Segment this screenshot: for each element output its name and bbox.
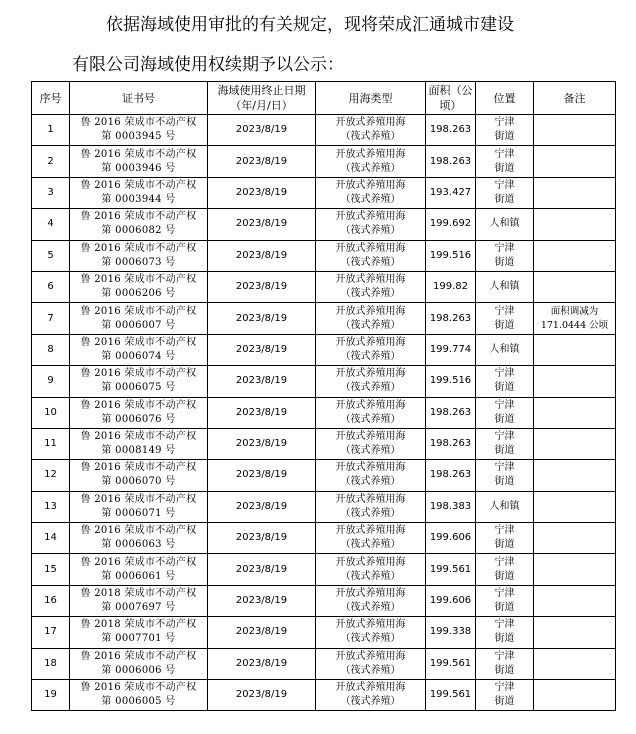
cell-location — [476, 460, 534, 491]
cell-type — [316, 648, 426, 679]
cell-date: 2023/8/19 — [208, 617, 316, 648]
cell-type — [316, 366, 426, 397]
cert-line-1: 鲁 2016 荣成市不动产权 — [80, 650, 197, 662]
cert-line-2: 第 0003944 号 — [101, 193, 176, 205]
type-line-2: （筏式养殖） — [340, 131, 401, 143]
cell-note — [534, 240, 616, 271]
cell-type — [316, 240, 426, 271]
cert-line-1: 鲁 2016 荣成市不动产权 — [80, 179, 197, 191]
cell-area: 199.561 — [426, 648, 476, 679]
cell-date: 2023/8/19 — [208, 240, 316, 271]
cell-cert — [70, 491, 208, 522]
intro-line-1: 依据海域使用审批的有关规定，现将荣成汇通城市建设 — [106, 15, 514, 35]
header-cert: 证书号 — [70, 82, 208, 115]
location-line-2: 街道 — [494, 162, 515, 174]
table-row — [32, 460, 616, 491]
location-line-2: 街道 — [494, 539, 515, 551]
location-line-2: 街道 — [494, 696, 515, 708]
type-line-1: 开放式养殖用海 — [335, 274, 406, 286]
cell-seq: 18 — [32, 648, 70, 679]
type-line-2: （筏式养殖） — [340, 413, 401, 425]
cell-cert — [70, 585, 208, 616]
cell-area: 199.606 — [426, 523, 476, 554]
cert-line-1: 鲁 2016 荣成市不动产权 — [80, 211, 197, 223]
cell-date: 2023/8/19 — [208, 146, 316, 177]
location-line-1: 宁津 — [494, 179, 515, 191]
cell-seq: 6 — [32, 271, 70, 302]
cell-area: 199.606 — [426, 585, 476, 616]
type-line-2: （筏式养殖） — [340, 633, 401, 645]
cell-seq: 13 — [32, 491, 70, 522]
cell-seq: 2 — [32, 146, 70, 177]
cell-location — [476, 491, 534, 522]
location-line-1: 人和镇 — [489, 218, 520, 230]
cell-location — [476, 177, 534, 208]
cell-date: 2023/8/19 — [208, 428, 316, 459]
cert-line-2: 第 0006071 号 — [101, 507, 176, 519]
cell-cert — [70, 209, 208, 240]
cert-line-1: 鲁 2016 荣成市不动产权 — [80, 274, 197, 286]
cell-seq: 10 — [32, 397, 70, 428]
cert-line-2: 第 0006063 号 — [101, 539, 176, 551]
cert-line-1: 鲁 2016 荣成市不动产权 — [80, 462, 197, 474]
cert-line-2: 第 0006006 号 — [101, 664, 176, 676]
table-row — [32, 428, 616, 459]
cell-area: 198.263 — [426, 303, 476, 334]
location-line-2: 街道 — [494, 256, 515, 268]
type-line-1: 开放式养殖用海 — [335, 336, 406, 348]
cell-area: 198.263 — [426, 146, 476, 177]
type-line-1: 开放式养殖用海 — [335, 399, 406, 411]
cert-line-2: 第 0006007 号 — [101, 319, 176, 331]
cell-date: 2023/8/19 — [208, 177, 316, 208]
cell-location — [476, 240, 534, 271]
type-line-1: 开放式养殖用海 — [335, 305, 406, 317]
type-line-2: （筏式养殖） — [340, 539, 401, 551]
cell-note — [534, 428, 616, 459]
table-row — [32, 240, 616, 271]
cell-area: 199.516 — [426, 240, 476, 271]
location-line-2: 街道 — [494, 382, 515, 394]
cell-seq: 4 — [32, 209, 70, 240]
cell-type — [316, 523, 426, 554]
cert-line-2: 第 0006076 号 — [101, 413, 176, 425]
table-row — [32, 617, 616, 648]
location-line-1: 人和镇 — [489, 500, 520, 512]
type-line-2: （筏式养殖） — [340, 193, 401, 205]
type-line-1: 开放式养殖用海 — [335, 682, 406, 694]
cell-area: 199.774 — [426, 334, 476, 365]
cell-note — [534, 271, 616, 302]
cell-area: 193.427 — [426, 177, 476, 208]
cell-date: 2023/8/19 — [208, 397, 316, 428]
location-line-1: 宁津 — [494, 148, 515, 160]
cell-area: 198.263 — [426, 397, 476, 428]
cell-cert — [70, 240, 208, 271]
location-line-1: 宁津 — [494, 462, 515, 474]
cell-type — [316, 177, 426, 208]
cell-location — [476, 428, 534, 459]
location-line-1: 宁津 — [494, 431, 515, 443]
cell-note — [534, 146, 616, 177]
cert-line-1: 鲁 2016 荣成市不动产权 — [80, 148, 197, 160]
type-line-1: 开放式养殖用海 — [335, 556, 406, 568]
cell-note — [534, 554, 616, 585]
table-row — [32, 366, 616, 397]
cell-date: 2023/8/19 — [208, 115, 316, 146]
cell-location — [476, 554, 534, 585]
cell-note — [534, 648, 616, 679]
cert-line-1: 鲁 2016 荣成市不动产权 — [80, 242, 197, 254]
cell-area: 199.82 — [426, 271, 476, 302]
cell-location — [476, 680, 534, 711]
cell-area: 198.383 — [426, 491, 476, 522]
table-row — [32, 146, 616, 177]
cell-type — [316, 334, 426, 365]
cell-location — [476, 115, 534, 146]
location-line-1: 人和镇 — [489, 343, 520, 355]
sea-use-table — [31, 81, 616, 711]
cert-line-2: 第 0006073 号 — [101, 256, 176, 268]
cell-type — [316, 303, 426, 334]
cell-cert — [70, 146, 208, 177]
header-date: 海域使用终止日期（年/月/日） — [208, 82, 316, 115]
type-line-2: （筏式养殖） — [340, 288, 401, 300]
cell-area: 198.263 — [426, 428, 476, 459]
table-row — [32, 209, 616, 240]
cell-date: 2023/8/19 — [208, 334, 316, 365]
location-line-1: 宁津 — [494, 556, 515, 568]
cell-cert — [70, 523, 208, 554]
location-line-1: 宁津 — [494, 650, 515, 662]
cell-date: 2023/8/19 — [208, 366, 316, 397]
cell-type — [316, 680, 426, 711]
cell-date: 2023/8/19 — [208, 648, 316, 679]
cell-location — [476, 303, 534, 334]
cert-line-1: 鲁 2016 荣成市不动产权 — [80, 682, 197, 694]
cert-line-2: 第 0006070 号 — [101, 476, 176, 488]
cell-type — [316, 271, 426, 302]
type-line-1: 开放式养殖用海 — [335, 525, 406, 537]
table-header-row — [32, 82, 616, 115]
cert-line-1: 鲁 2016 荣成市不动产权 — [80, 525, 197, 537]
cell-type — [316, 554, 426, 585]
type-line-2: （筏式养殖） — [340, 696, 401, 708]
cert-line-1: 鲁 2018 荣成市不动产权 — [80, 619, 197, 631]
cell-cert — [70, 303, 208, 334]
type-line-2: （筏式养殖） — [340, 445, 401, 457]
cell-type — [316, 115, 426, 146]
cell-type — [316, 460, 426, 491]
table-row — [32, 334, 616, 365]
type-line-1: 开放式养殖用海 — [335, 117, 406, 129]
cell-cert — [70, 366, 208, 397]
cell-date: 2023/8/19 — [208, 271, 316, 302]
intro-line-2: 有限公司海域使用权续期予以公示： — [72, 55, 344, 75]
cell-seq: 3 — [32, 177, 70, 208]
cert-line-1: 鲁 2016 荣成市不动产权 — [80, 431, 197, 443]
cell-location — [476, 585, 534, 616]
table-row — [32, 554, 616, 585]
type-line-2: （筏式养殖） — [340, 256, 401, 268]
location-line-1: 宁津 — [494, 619, 515, 631]
cell-location — [476, 523, 534, 554]
cell-date: 2023/8/19 — [208, 680, 316, 711]
type-line-1: 开放式养殖用海 — [335, 619, 406, 631]
cell-area: 199.561 — [426, 680, 476, 711]
cell-date: 2023/8/19 — [208, 585, 316, 616]
table-row — [32, 648, 616, 679]
header-area: 面积（公顷） — [426, 82, 476, 115]
table-row — [32, 523, 616, 554]
cell-location — [476, 617, 534, 648]
cell-note — [534, 460, 616, 491]
cell-note — [534, 115, 616, 146]
location-line-2: 街道 — [494, 193, 515, 205]
cell-cert — [70, 115, 208, 146]
cell-cert — [70, 271, 208, 302]
cert-line-1: 鲁 2018 荣成市不动产权 — [80, 588, 197, 600]
cell-seq: 15 — [32, 554, 70, 585]
cell-seq: 7 — [32, 303, 70, 334]
location-line-2: 街道 — [494, 664, 515, 676]
cert-line-1: 鲁 2016 荣成市不动产权 — [80, 336, 197, 348]
cell-type — [316, 428, 426, 459]
cell-seq: 9 — [32, 366, 70, 397]
cell-note — [534, 209, 616, 240]
cell-area: 199.516 — [426, 366, 476, 397]
cell-cert — [70, 334, 208, 365]
cell-location — [476, 334, 534, 365]
table-row — [32, 271, 616, 302]
cell-note — [534, 397, 616, 428]
cell-type — [316, 146, 426, 177]
cell-note — [534, 680, 616, 711]
type-line-1: 开放式养殖用海 — [335, 650, 406, 662]
location-line-1: 人和镇 — [489, 281, 520, 293]
location-line-1: 宁津 — [494, 682, 515, 694]
cell-seq: 12 — [32, 460, 70, 491]
header-location: 位置 — [476, 82, 534, 115]
type-line-2: （筏式养殖） — [340, 476, 401, 488]
cell-area: 199.692 — [426, 209, 476, 240]
type-line-2: （筏式养殖） — [340, 162, 401, 174]
cell-date: 2023/8/19 — [208, 460, 316, 491]
location-line-2: 街道 — [494, 602, 515, 614]
cell-seq: 17 — [32, 617, 70, 648]
cell-note: 面积调减为 171.0444 公顷 — [534, 303, 616, 334]
location-line-1: 宁津 — [494, 588, 515, 600]
type-line-1: 开放式养殖用海 — [335, 368, 406, 380]
cell-area: 198.263 — [426, 115, 476, 146]
type-line-1: 开放式养殖用海 — [335, 588, 406, 600]
cell-type — [316, 397, 426, 428]
type-line-2: （筏式养殖） — [340, 507, 401, 519]
location-line-1: 宁津 — [494, 525, 515, 537]
location-line-1: 宁津 — [494, 368, 515, 380]
cert-line-2: 第 0006005 号 — [101, 696, 176, 708]
cell-location — [476, 146, 534, 177]
cell-location — [476, 366, 534, 397]
cell-note — [534, 366, 616, 397]
cell-cert — [70, 617, 208, 648]
cell-location — [476, 648, 534, 679]
cell-note — [534, 334, 616, 365]
cell-date: 2023/8/19 — [208, 523, 316, 554]
cell-date: 2023/8/19 — [208, 303, 316, 334]
location-line-2: 街道 — [494, 413, 515, 425]
type-line-2: （筏式养殖） — [340, 570, 401, 582]
type-line-1: 开放式养殖用海 — [335, 493, 406, 505]
type-line-1: 开放式养殖用海 — [335, 179, 406, 191]
header-seq: 序号 — [32, 82, 70, 115]
type-line-2: （筏式养殖） — [340, 350, 401, 362]
location-line-2: 街道 — [494, 476, 515, 488]
header-note: 备注 — [534, 82, 616, 115]
location-line-2: 街道 — [494, 570, 515, 582]
cell-cert — [70, 428, 208, 459]
location-line-2: 街道 — [494, 445, 515, 457]
cell-seq: 14 — [32, 523, 70, 554]
cell-type — [316, 209, 426, 240]
type-line-2: （筏式养殖） — [340, 382, 401, 394]
location-line-1: 宁津 — [494, 117, 515, 129]
location-line-2: 街道 — [494, 319, 515, 331]
cert-line-2: 第 0008149 号 — [101, 445, 176, 457]
type-line-1: 开放式养殖用海 — [335, 242, 406, 254]
cell-location — [476, 397, 534, 428]
cell-type — [316, 491, 426, 522]
cell-location — [476, 271, 534, 302]
table-row — [32, 491, 616, 522]
cell-area: 199.338 — [426, 617, 476, 648]
type-line-2: （筏式养殖） — [340, 225, 401, 237]
cert-line-2: 第 0007697 号 — [101, 602, 176, 614]
table-row — [32, 585, 616, 616]
cell-type — [316, 617, 426, 648]
cell-date: 2023/8/19 — [208, 491, 316, 522]
type-line-1: 开放式养殖用海 — [335, 211, 406, 223]
cell-date: 2023/8/19 — [208, 554, 316, 585]
cell-cert — [70, 554, 208, 585]
cell-seq: 19 — [32, 680, 70, 711]
cell-cert — [70, 680, 208, 711]
table-row — [32, 177, 616, 208]
cert-line-1: 鲁 2016 荣成市不动产权 — [80, 556, 197, 568]
cell-seq: 11 — [32, 428, 70, 459]
cell-cert — [70, 648, 208, 679]
cell-note — [534, 177, 616, 208]
cert-line-1: 鲁 2016 荣成市不动产权 — [80, 305, 197, 317]
cert-line-1: 鲁 2016 荣成市不动产权 — [80, 117, 197, 129]
cell-note — [534, 523, 616, 554]
cert-line-2: 第 0006075 号 — [101, 382, 176, 394]
cert-line-2: 第 0006061 号 — [101, 570, 176, 582]
cell-date: 2023/8/19 — [208, 209, 316, 240]
header-type: 用海类型 — [316, 82, 426, 115]
type-line-2: （筏式养殖） — [340, 319, 401, 331]
type-line-2: （筏式养殖） — [340, 664, 401, 676]
cell-seq: 8 — [32, 334, 70, 365]
location-line-2: 街道 — [494, 131, 515, 143]
cell-note — [534, 617, 616, 648]
table-row — [32, 397, 616, 428]
cert-line-2: 第 0003946 号 — [101, 162, 176, 174]
cell-note — [534, 585, 616, 616]
cell-seq: 1 — [32, 115, 70, 146]
type-line-1: 开放式养殖用海 — [335, 431, 406, 443]
table-row — [32, 680, 616, 711]
cert-line-2: 第 0007701 号 — [101, 633, 176, 645]
table-row — [32, 115, 616, 146]
cert-line-2: 第 0006082 号 — [101, 225, 176, 237]
cert-line-1: 鲁 2016 荣成市不动产权 — [80, 399, 197, 411]
cell-seq: 5 — [32, 240, 70, 271]
cell-note — [534, 491, 616, 522]
cell-location — [476, 209, 534, 240]
location-line-1: 宁津 — [494, 305, 515, 317]
type-line-1: 开放式养殖用海 — [335, 148, 406, 160]
cell-seq: 16 — [32, 585, 70, 616]
cert-line-1: 鲁 2016 荣成市不动产权 — [80, 368, 197, 380]
cell-area: 198.263 — [426, 460, 476, 491]
type-line-2: （筏式养殖） — [340, 602, 401, 614]
cell-area: 199.561 — [426, 554, 476, 585]
location-line-2: 街道 — [494, 633, 515, 645]
location-line-1: 宁津 — [494, 242, 515, 254]
cell-cert — [70, 460, 208, 491]
cert-line-2: 第 0006074 号 — [101, 350, 176, 362]
cert-line-1: 鲁 2016 荣成市不动产权 — [80, 493, 197, 505]
cell-cert — [70, 397, 208, 428]
cell-cert — [70, 177, 208, 208]
location-line-1: 宁津 — [494, 399, 515, 411]
type-line-1: 开放式养殖用海 — [335, 462, 406, 474]
cert-line-2: 第 0003945 号 — [101, 131, 176, 143]
cert-line-2: 第 0006206 号 — [101, 288, 176, 300]
table-row — [32, 303, 616, 334]
cell-type — [316, 585, 426, 616]
